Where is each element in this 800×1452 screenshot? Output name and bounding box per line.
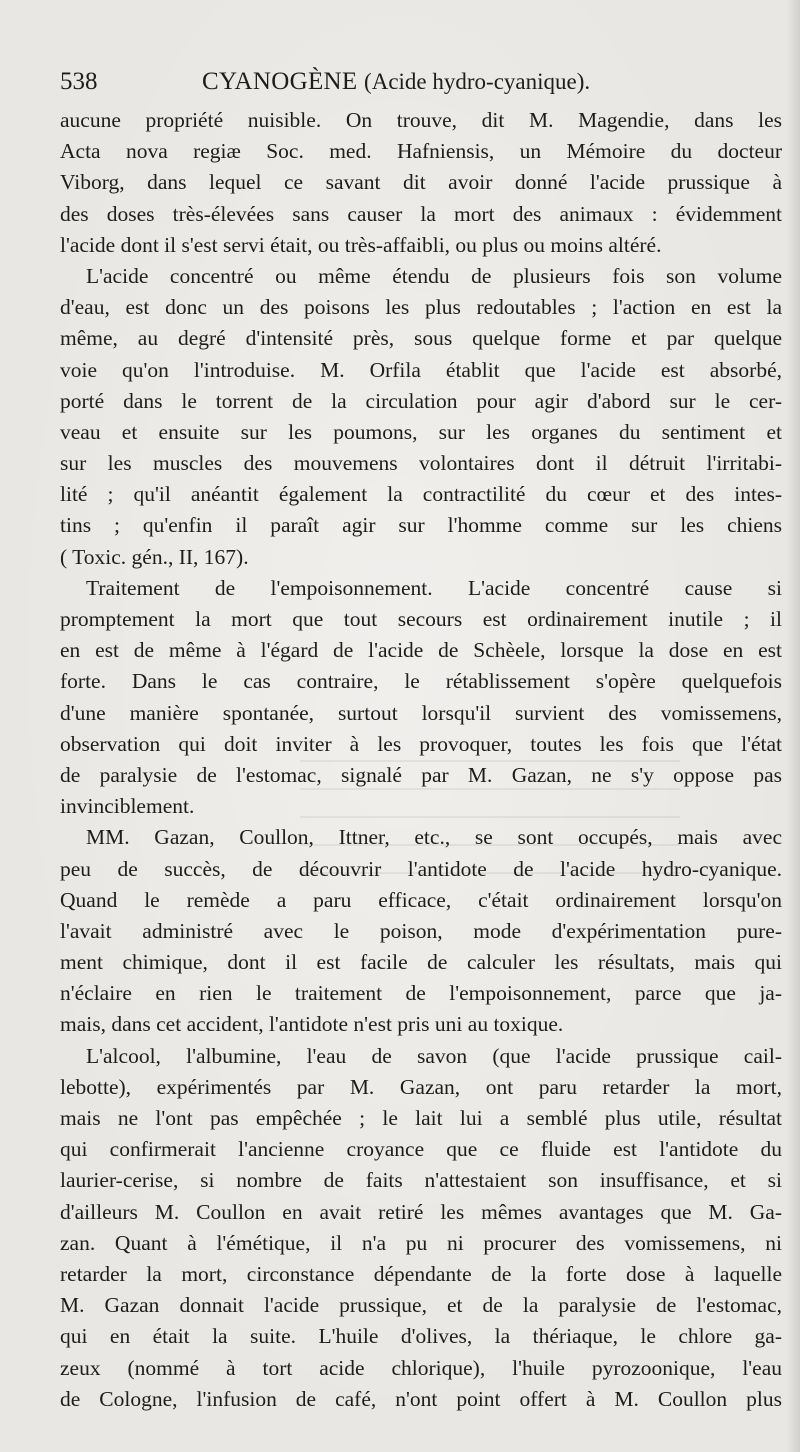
text-line: tins ; qu'enfin il paraît agir sur l'homme comme sur les chiens [60, 513, 782, 538]
text-line: M. Gazan donnait l'acide prussique, et de la paralysie de l'estomac, [60, 1293, 782, 1318]
text-line: d'ailleurs M. Coullon en avait retiré les mêmes avantages que M. Ga- [60, 1199, 782, 1224]
text-line: qui en était la suite. L'huile d'olives, la thériaque, le chlore ga- [60, 1324, 782, 1349]
text-line: qui confirmerait l'ancienne croyance que ce fluide est l'antidote du [60, 1137, 782, 1162]
text-line: zan. Quant à l'émétique, il n'a pu ni procurer des vomissemens, ni [60, 1230, 782, 1255]
text-line: en est de même à l'égard de l'acide de Schèele, lorsque la dose en est [60, 638, 782, 663]
text-line: mais ne l'ont pas empêchée ; le lait lui a semblé plus utile, résultat [60, 1106, 782, 1130]
text-line: MM. Gazan, Coullon, Ittner, etc., se sont occupés, mais avec [86, 825, 782, 850]
text-line: Viborg, dans lequel ce savant dit avoir donné l'acide prussique à [60, 170, 782, 195]
text-line: de paralysie de l'estomac, signalé par M. Gazan, ne s'y oppose pas [60, 762, 782, 787]
text-line: invinciblement. [60, 794, 195, 819]
text-line: lité ; qu'il anéantit également la contractilité du cœur et des intes- [60, 482, 782, 507]
text-line: l'avait administré avec le poison, mode d'expérimentation pure- [60, 918, 782, 943]
text-line: ( Toxic. gén., II, 167). [60, 544, 249, 569]
running-title-main: CYANOGÈNE [202, 68, 358, 95]
text-line: ment chimique, dont il est facile de calculer les résultats, mais qui [60, 950, 782, 975]
text-line: forte. Dans le cas contraire, le rétablissement s'opère quelquefois [60, 669, 782, 694]
text-line: L'alcool, l'albumine, l'eau de savon (que l'acide prussique cail- [86, 1043, 782, 1068]
text-line: n'éclaire en rien le traitement de l'empoisonnement, parce que ja- [60, 981, 782, 1006]
text-line: aucune propriété nuisible. On trouve, dit M. Magendie, dans les [60, 108, 782, 132]
running-title-sub: (Acide hydro-cyanique). [364, 69, 591, 94]
page-gutter-shadow [786, 0, 800, 1452]
text-line: de Cologne, l'infusion de café, n'ont point offert à M. Coullon plus [60, 1386, 782, 1411]
page-number: 538 [60, 68, 98, 95]
body-text [60, 105, 782, 1415]
text-line: mais, dans cet accident, l'antidote n'est pris uni au toxique. [60, 1012, 564, 1037]
text-line: retarder la mort, circonstance dépendante de la forte dose à laquelle [60, 1261, 782, 1286]
running-title [202, 64, 590, 100]
text-line: d'une manière spontanée, surtout lorsqu'il survient des vomissemens, [60, 700, 782, 725]
text-line: zeux (nommé à tort acide chlorique), l'huile pyrozoonique, l'eau [60, 1355, 782, 1380]
text-line: promptement la mort que tout secours est ordinairement inutile ; il [60, 607, 782, 631]
text-line: Traitement de l'empoisonnement. L'acide concentré cause si [86, 575, 782, 600]
text-line: L'acide concentré ou même étendu de plusieurs fois son volume [86, 263, 782, 288]
text-line: même, au degré d'intensité près, sous quelque forme et par quelque [60, 326, 782, 351]
text-line: des doses très-élevées sans causer la mort des animaux : évidemment [60, 201, 782, 226]
text-line: l'acide dont il s'est servi était, ou très-affaibli, ou plus ou moins altéré. [60, 232, 662, 257]
running-header [60, 64, 760, 100]
text-line: peu de succès, de découvrir l'antidote de l'acide hydro-cyanique. [60, 856, 782, 881]
text-line: veau et ensuite sur les poumons, sur les organes du sentiment et [60, 419, 782, 444]
text-line: sur les muscles des mouvemens volontaires dont il détruit l'irritabi- [60, 451, 782, 476]
text-line: d'eau, est donc un des poisons les plus redoutables ; l'action en est la [60, 295, 782, 320]
text-line: lebotte), expérimentés par M. Gazan, ont paru retarder la mort, [60, 1074, 782, 1099]
text-line: voie qu'on l'introduise. M. Orfila établit que l'acide est absorbé, [60, 357, 782, 382]
text-line: Quand le remède a paru efficace, c'était ordinairement lorsqu'on [60, 887, 782, 912]
text-line: porté dans le torrent de la circulation pour agir d'abord sur le cer- [60, 388, 782, 413]
text-line: Acta nova regiæ Soc. med. Hafniensis, un Mémoire du docteur [60, 139, 782, 164]
text-line: laurier-cerise, si nombre de faits n'attestaient son insuffisance, et si [60, 1168, 782, 1193]
text-line: observation qui doit inviter à les provoquer, toutes les fois que l'état [60, 731, 782, 756]
